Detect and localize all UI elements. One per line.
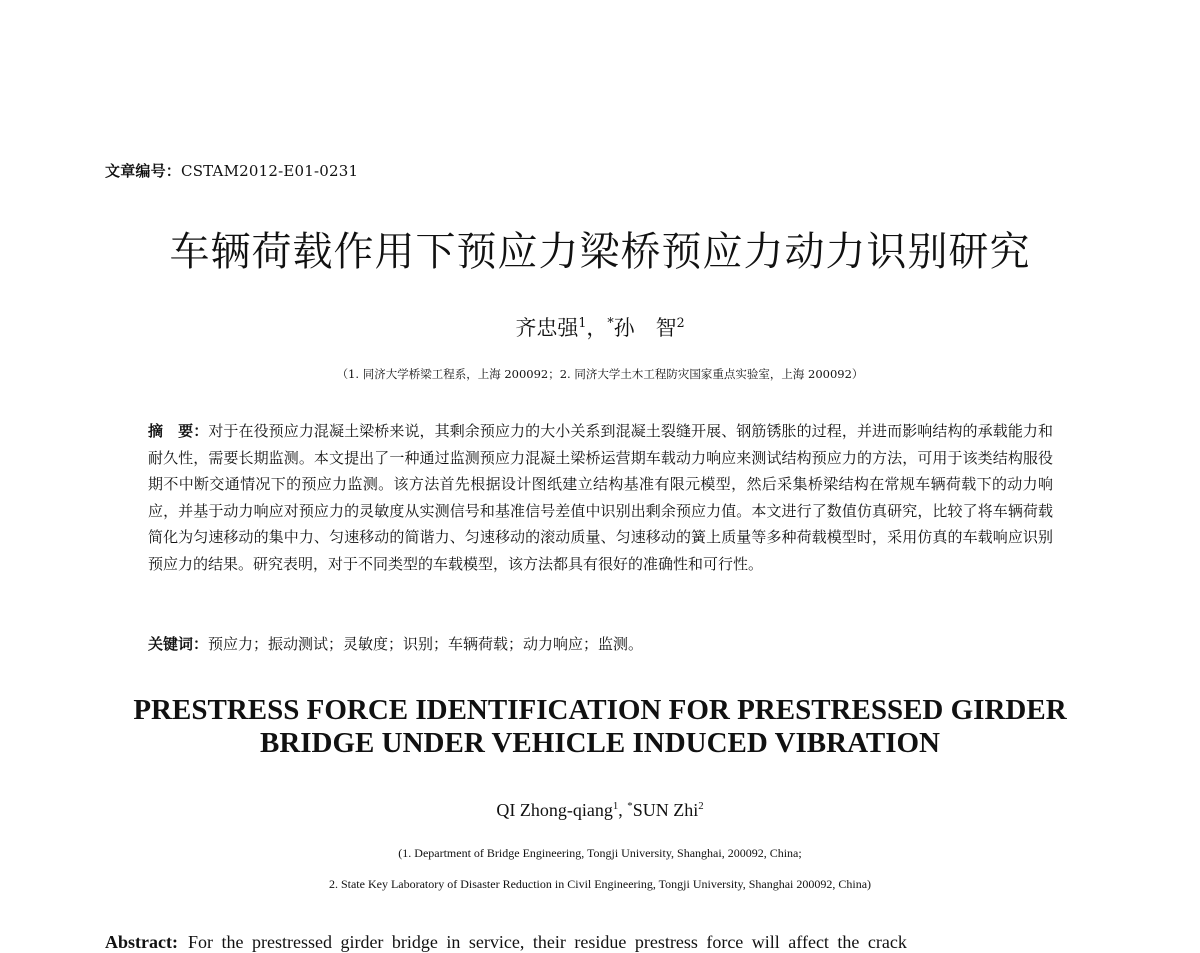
en-author-1: QI Zhong-qiang <box>496 800 613 820</box>
en-author-2: SUN Zhi <box>632 800 699 820</box>
en-title-line-2: BRIDGE UNDER VEHICLE INDUCED VIBRATION <box>259 727 940 759</box>
en-author-separator: , <box>618 800 628 820</box>
cn-author-2-affil: 2 <box>676 315 685 330</box>
cn-author-separator: ， <box>586 316 608 340</box>
cn-author-1-affil: 1 <box>578 315 587 330</box>
english-affiliation-1: (1. Department of Bridge Engineering, Tongji University, Shanghai, 200092, China; <box>398 846 802 860</box>
en-title-line-1: PRESTRESS FORCE IDENTIFICATION FOR PRESTRESSED GIRDER <box>133 694 1067 726</box>
en-abstract-label: Abstract: <box>105 932 178 952</box>
chinese-abstract <box>148 418 1053 577</box>
article-number-label: 文章编号： <box>105 162 182 180</box>
chinese-keywords <box>148 633 1053 654</box>
chinese-affiliation: （1. 同济大学桥梁工程系，上海 200092；2. 同济大学土木工程防灾国家重点实验室，上海 200092） <box>336 367 864 381</box>
en-author-2-affil: 2 <box>698 800 704 812</box>
cn-abstract-text: 对于在役预应力混凝土梁桥来说，其剩余预应力的大小关系到混凝土裂缝开展、钢筋锈胀的过程，并进而影响结构的承载能力和耐久性，需要长期监测。本文提出了一种通过监测预应力混凝土梁桥运营期车载动力响应来测试结构预应力的方法，可用于该类结构服役期不中断交通情况下的预应力监测。该方法首先根据设计图纸建立结构基准有限元模型，然后采集桥梁结构在常规车辆荷载下的动力响应，并基于动力响应对预应力的灵敏度从实测信号和基准信号差值中识别出剩余预应力值。本文进行了数值仿真研究，比较了将车辆荷载简化为匀速移动的集中力、匀速移动的简谐力、匀速移动的滚动质量、匀速移动的簧上质量等多种荷载模型时，采用仿真的车载响应识别预应力的结果。研究表明，对于不同类型的车载模型，该方法都具有很好的准确性和可行性。 <box>148 422 1053 573</box>
cn-abstract-label: 摘 要： <box>148 422 209 440</box>
en-author-1-affil: 1 <box>612 800 619 812</box>
article-number <box>105 160 358 181</box>
cn-author-1: 齐忠强 <box>515 316 579 340</box>
en-corresponding-mark: * <box>627 800 633 812</box>
english-title <box>80 694 1120 760</box>
english-abstract <box>105 932 1095 953</box>
cn-keywords-text: 预应力；振动测试；灵敏度；识别；车辆荷载；动力响应；监测。 <box>208 635 644 653</box>
chinese-authors <box>0 312 1200 342</box>
english-authors <box>0 800 1200 821</box>
cn-keywords-label: 关键词： <box>148 635 209 653</box>
cn-corresponding-mark: * <box>607 315 614 330</box>
cn-author-2: 孙 智 <box>613 316 677 340</box>
english-affiliation-2: 2. State Key Laboratory of Disaster Reduction in Civil Engineering, Tongji University, Shanghai 200092, China) <box>328 877 872 891</box>
article-number-value: CSTAM2012-E01-0231 <box>181 162 359 180</box>
chinese-title: 车辆荷载作用下预应力梁桥预应力动力识别研究 <box>169 229 1031 275</box>
en-abstract-text: For the prestressed girder bridge in service, their residue prestress force will affect the crack <box>187 932 907 952</box>
